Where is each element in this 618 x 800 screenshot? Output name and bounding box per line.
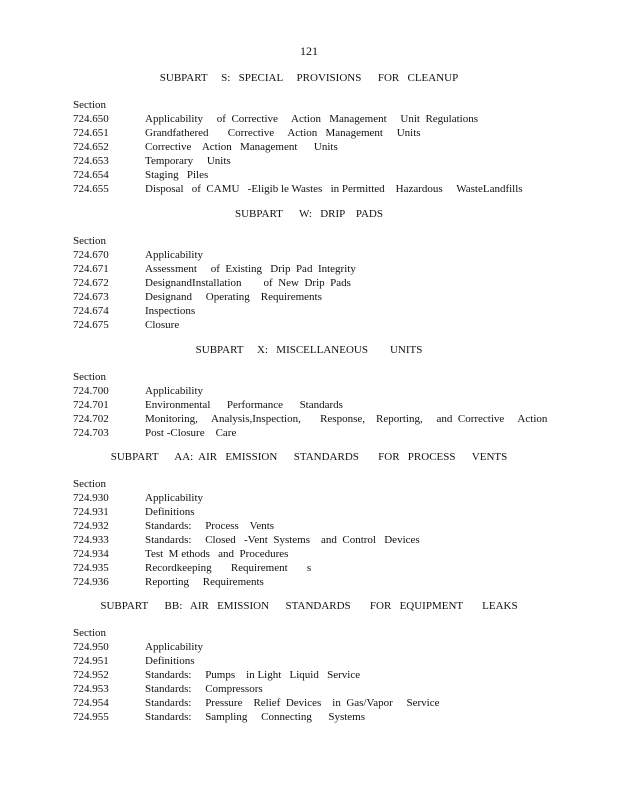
list-item — [73, 682, 543, 696]
section-label: Section — [73, 99, 106, 111]
list-item — [73, 126, 543, 140]
section-title: Applicability — [145, 385, 204, 397]
section-number: 724.936 — [73, 576, 109, 588]
subpart-x-heading: SUBPART X: MISCELLANEOUS UNITS — [195, 344, 423, 356]
subpart-s-list — [73, 98, 543, 196]
section-number: 724.703 — [73, 427, 109, 439]
section-number: 724.652 — [73, 141, 109, 153]
list-item — [73, 710, 543, 724]
section-title: Reporting Requirements — [145, 576, 264, 588]
subpart-aa-heading: SUBPART AA: AIR EMISSION STANDARDS FOR PROCESS VENTS — [110, 451, 508, 463]
section-title: Applicability — [145, 249, 204, 261]
section-title: Applicability of Corrective Action Management Unit Regulations — [145, 113, 478, 125]
section-number: 724.671 — [73, 263, 109, 275]
list-item — [73, 412, 548, 426]
list-item — [73, 248, 543, 262]
subpart-bb-list — [73, 626, 543, 724]
section-number: 724.952 — [73, 669, 109, 681]
list-item — [73, 168, 543, 182]
section-title: Applicability — [145, 641, 204, 653]
section-number: 724.935 — [73, 562, 109, 574]
section-title: Monitoring, Analysis,Inspection, Response, Reporting, and Corrective Action — [145, 413, 548, 425]
list-item — [73, 519, 543, 533]
section-number: 724.670 — [73, 249, 109, 261]
section-number: 724.933 — [73, 534, 109, 546]
section-number: 724.674 — [73, 305, 109, 317]
list-item — [73, 182, 543, 196]
section-title: Grandfathered Corrective Action Management Units — [145, 127, 421, 139]
section-label: Section — [73, 478, 106, 490]
section-number: 724.930 — [73, 492, 109, 504]
section-number: 724.654 — [73, 169, 109, 181]
subpart-w-list — [73, 234, 543, 332]
section-title: Closure — [145, 319, 180, 331]
section-title: Test M ethods and Procedures — [145, 548, 289, 560]
section-label: Section — [73, 627, 106, 639]
section-number: 724.651 — [73, 127, 109, 139]
list-item — [73, 304, 543, 318]
list-item — [73, 112, 543, 126]
list-item — [73, 398, 543, 412]
list-item — [73, 154, 543, 168]
list-item — [73, 491, 543, 505]
section-number: 724.934 — [73, 548, 109, 560]
section-number: 724.675 — [73, 319, 109, 331]
subpart-aa-list — [73, 477, 543, 589]
list-item — [73, 318, 543, 332]
section-title: Designand Operating Requirements — [145, 291, 322, 303]
section-title: Standards: Sampling Connecting Systems — [145, 711, 365, 723]
section-title: Standards: Compressors — [145, 683, 263, 695]
section-title: Definitions — [145, 655, 195, 667]
list-item — [73, 547, 543, 561]
section-number: 724.954 — [73, 697, 109, 709]
section-title: Temporary Units — [145, 155, 231, 167]
section-number: 724.655 — [73, 183, 109, 195]
subpart-s-heading: SUBPART S: SPECIAL PROVISIONS FOR CLEANUP — [159, 72, 459, 84]
section-title: Standards: Pumps in Light Liquid Service — [145, 669, 361, 681]
section-number: 724.673 — [73, 291, 109, 303]
subpart-w-heading: SUBPART W: DRIP PADS — [235, 208, 383, 220]
section-title: Corrective Action Management Units — [145, 141, 338, 153]
list-item — [73, 384, 543, 398]
list-item — [73, 575, 543, 589]
section-title: Post -Closure Care — [145, 427, 237, 439]
section-title: Staging Piles — [145, 169, 209, 181]
section-label: Section — [73, 235, 106, 247]
section-number: 724.955 — [73, 711, 109, 723]
section-title: Standards: Process Vents — [145, 520, 275, 532]
list-item — [73, 140, 543, 154]
section-title: Recordkeeping Requirement s — [145, 562, 312, 574]
section-number: 724.702 — [73, 413, 109, 425]
section-number: 724.951 — [73, 655, 109, 667]
list-item — [73, 426, 543, 440]
list-item — [73, 640, 543, 654]
section-number: 724.653 — [73, 155, 109, 167]
list-item — [73, 668, 543, 682]
section-title: Environmental Performance Standards — [145, 399, 343, 411]
page-number: 121 — [300, 44, 318, 58]
section-number: 724.932 — [73, 520, 109, 532]
subpart-x-list — [73, 370, 548, 440]
list-item — [73, 533, 543, 547]
list-item — [73, 654, 543, 668]
section-title: Definitions — [145, 506, 195, 518]
list-item — [73, 262, 543, 276]
section-title: DesignandInstallation of New Drip Pads — [145, 277, 351, 289]
section-number: 724.950 — [73, 641, 109, 653]
list-item — [73, 276, 543, 290]
section-title: Standards: Closed -Vent Systems and Control Devices — [145, 534, 420, 546]
section-number: 724.700 — [73, 385, 109, 397]
section-title: Inspections — [145, 305, 196, 317]
section-title: Standards: Pressure Relief Devices in Gas/Vapor Service — [145, 697, 440, 709]
list-item — [73, 505, 543, 519]
section-title: Assessment of Existing Drip Pad Integrity — [145, 263, 356, 275]
section-title: Disposal of CAMU -Eligib le Wastes in Permitted Hazardous WasteLandfills — [145, 183, 523, 195]
list-item — [73, 696, 543, 710]
section-label: Section — [73, 371, 106, 383]
section-number: 724.650 — [73, 113, 109, 125]
section-number: 724.931 — [73, 506, 109, 518]
subpart-bb-heading: SUBPART BB: AIR EMISSION STANDARDS FOR EQUIPMENT LEAKS — [100, 600, 518, 612]
list-item — [73, 561, 543, 575]
section-number: 724.953 — [73, 683, 109, 695]
section-title: Applicability — [145, 492, 204, 504]
section-number: 724.701 — [73, 399, 109, 411]
list-item — [73, 290, 543, 304]
section-number: 724.672 — [73, 277, 109, 289]
